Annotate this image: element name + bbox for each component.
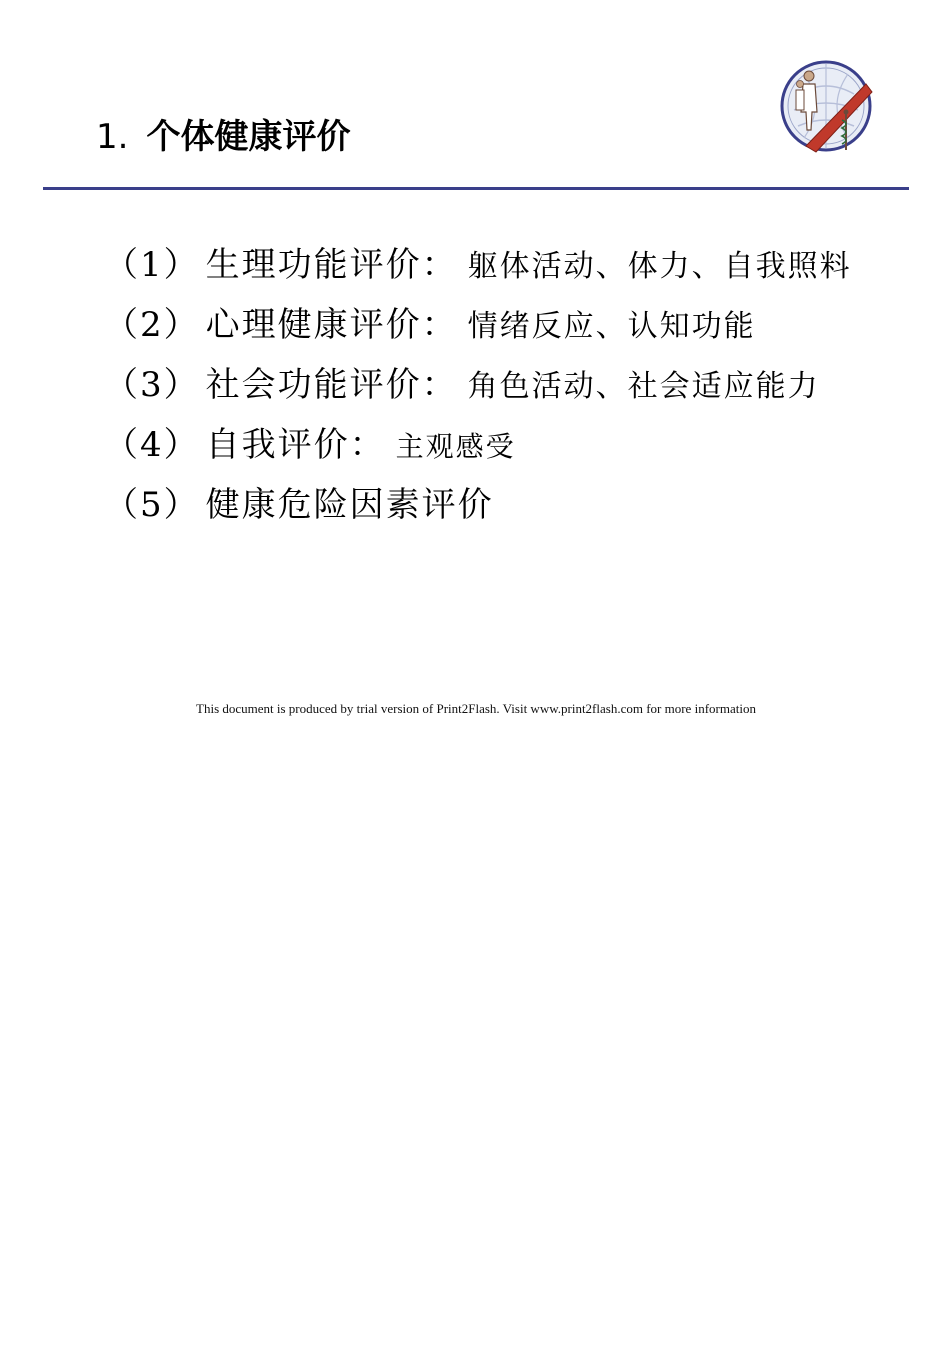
item-label: 生理功能评价： bbox=[205, 245, 458, 285]
item-index: （5） bbox=[104, 485, 200, 525]
header-divider bbox=[43, 187, 909, 190]
item-detail: 躯体活动、体力、自我照料 bbox=[467, 249, 852, 284]
section-title: 个体健康评价 bbox=[146, 117, 351, 157]
item-index: （2） bbox=[104, 305, 200, 345]
item-index: （4） bbox=[104, 425, 200, 465]
list-item bbox=[104, 298, 852, 358]
item-index: （1） bbox=[104, 245, 200, 285]
item-label: 社会功能评价： bbox=[205, 365, 458, 405]
wonca-logo-icon bbox=[776, 54, 876, 160]
item-detail: 角色活动、社会适应能力 bbox=[467, 369, 820, 404]
page-title bbox=[96, 112, 350, 162]
wonca-logo bbox=[776, 54, 876, 160]
evaluation-list bbox=[104, 238, 852, 538]
trial-watermark: This document is produced by trial version of Print2Flash. Visit www.print2flash.com for more information bbox=[196, 701, 756, 716]
list-item bbox=[104, 478, 852, 538]
item-index: （3） bbox=[104, 365, 200, 405]
item-detail: 主观感受 bbox=[395, 430, 516, 463]
list-item bbox=[104, 238, 852, 298]
item-label: 自我评价： bbox=[205, 425, 386, 465]
list-item bbox=[104, 358, 852, 418]
item-label: 健康危险因素评价 bbox=[205, 485, 494, 525]
section-number: 1. bbox=[96, 117, 129, 157]
item-detail: 情绪反应、认知功能 bbox=[467, 309, 756, 344]
item-label: 心理健康评价： bbox=[205, 305, 458, 345]
list-item bbox=[104, 418, 852, 478]
